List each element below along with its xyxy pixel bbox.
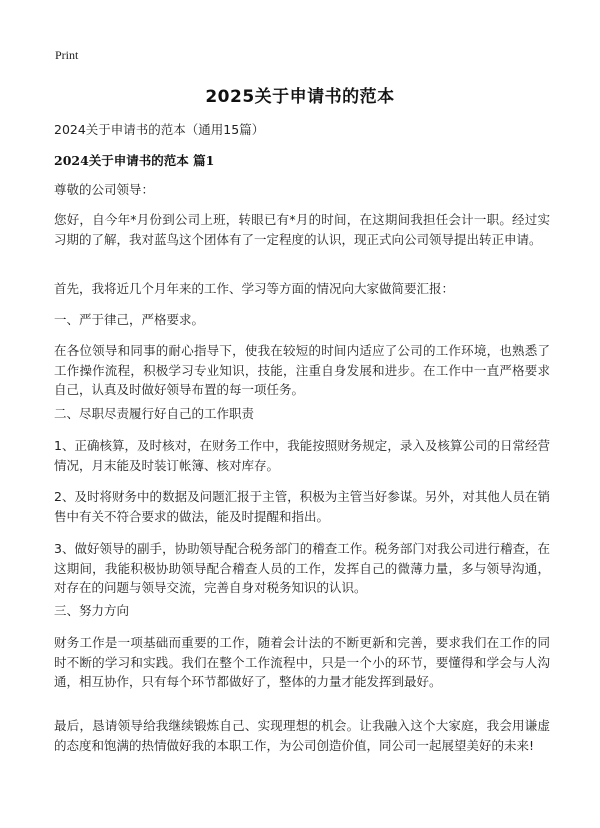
paragraph-duty-1: 1、正确核算，及时核对，在财务工作中，我能按照财务规定，录入及核算公司的日常经营情况，月末能及时装订帐簿、核对库存。 [54,438,550,473]
print-link[interactable]: Print [55,48,79,62]
paragraph-duty-2: 2、及时将财务中的数据及问题汇报于主管，积极为主管当好参谋。另外，对其他人员在销售中有关不符合要求的做法，能及时提醒和指出。 [54,489,550,524]
paragraph-duty-3: 3、做好领导的副手，协助领导配合税务部门的稽查工作。税务部门对我公司进行稽查，在这期间，我能积极协助领导配合稽查人员的工作，发挥自己的微薄力量，多与领导沟通，对存在的问题与领导交流，完善自身对税务知识的认识。 [54,541,550,595]
paragraph-discipline: 在各位领导和同事的耐心指导下，使我在较短的时间内适应了公司的工作环境，也熟悉了工作操作流程，积极学习专业知识，技能，注重自身发展和进步。在工作中一直严格要求自己，认真及时做好领导布置的每一项任务。 [54,343,550,397]
heading-direction: 三、努力方向 [54,603,130,618]
paragraph-salutation: 尊敬的公司领导： [54,182,155,197]
paragraph-closing: 最后，恳请领导给我继续锻炼自己、实现理想的机会。让我融入这个大家庭，我会用谦虚的态度和饱满的热情做好我的本职工作，为公司创造价值，同公司一起展望美好的未来! [54,718,550,753]
document-subtitle: 2024关于申请书的范本（通用15篇） [54,122,265,137]
heading-duties: 二、尽职尽责履行好自己的工作职责 [54,406,255,421]
paragraph-intro: 您好，自今年*月份到公司上班，转眼已有*月的时间，在这期间我担任会计一职。经过实习期的了解，我对蓝鸟这个团体有了一定程度的认识，现正式向公司领导提出转正申请。 [54,212,550,247]
document-title: 2025关于申请书的范本 [205,87,395,107]
heading-discipline: 一、严于律己，严格要求。 [54,312,205,327]
paragraph-direction: 财务工作是一项基础而重要的工作，随着会计法的不断更新和完善，要求我们在工作的同时不断的学习和实践。我们在整个工作流程中，只是一个小的环节，要懂得和学会与人沟通，相互协作，只有每个环节都做好了，整体的力量才能发挥到最好。 [54,635,550,689]
paragraph-summary: 首先，我将近几个月年来的工作、学习等方面的情况向大家做简要汇报： [54,281,455,296]
section-heading: 2024关于申请书的范本 篇1 [54,153,215,168]
